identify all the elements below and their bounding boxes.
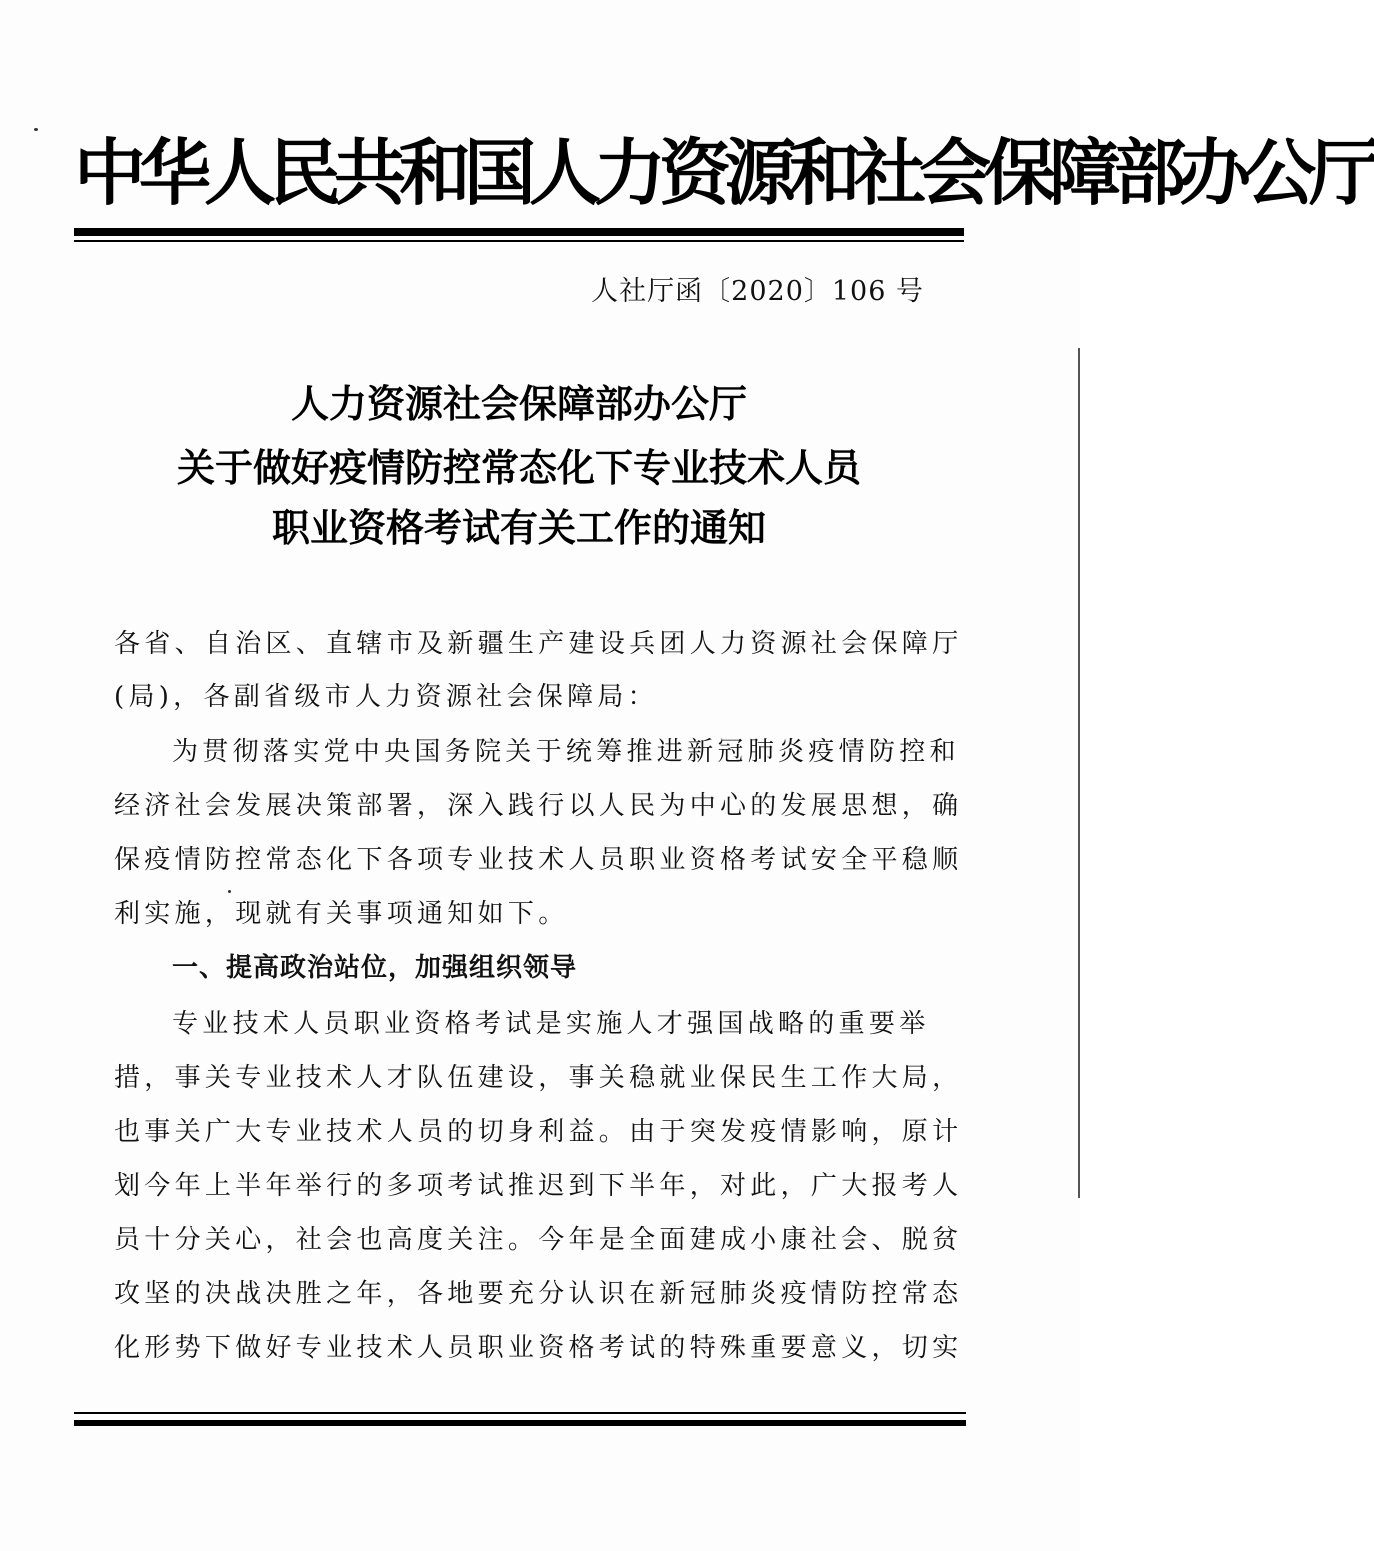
scan-speck xyxy=(34,128,38,131)
scan-speck xyxy=(228,890,231,893)
paragraph-1-line-2: 经济社会发展决策部署，深入践行以人民为中心的发展思想，确 xyxy=(114,791,963,821)
scan-edge-line xyxy=(1078,348,1080,1198)
masthead-title: 中华人民共和国人力资源和社会保障部办公厅 xyxy=(74,130,1374,215)
masthead-thick-rule xyxy=(74,228,964,236)
notice-title-line-3: 职业资格考试有关工作的通知 xyxy=(271,506,766,550)
document-number: 人社厅函〔2020〕106 号 xyxy=(591,276,924,307)
paragraph-2-line-6: 攻坚的决战决胜之年，各地要充分认识在新冠肺炎疫情防控常态 xyxy=(114,1279,963,1309)
paragraph-2-line-7: 化形势下做好专业技术人员职业资格考试的特殊重要意义，切实 xyxy=(114,1333,963,1363)
masthead-thin-rule xyxy=(74,240,964,242)
paragraph-2-line-3: 也事关广大专业技术人员的切身利益。由于突发疫情影响，原计 xyxy=(114,1117,963,1147)
addressee-line-2: (局)，各副省级市人力资源社会保障局： xyxy=(114,682,658,712)
notice-title-line-2: 关于做好疫情防控常态化下专业技术人员 xyxy=(176,446,861,490)
section-1-heading: 一、提高政治站位，加强组织领导 xyxy=(172,953,578,983)
paragraph-2-line-1: 专业技术人员职业资格考试是实施人才强国战略的重要举 xyxy=(172,1009,930,1039)
notice-title-line-1: 人力资源社会保障部办公厅 xyxy=(290,382,747,426)
paragraph-2-line-5: 员十分关心，社会也高度关注。今年是全面建成小康社会、脱贫 xyxy=(114,1225,963,1255)
paragraph-1-line-4: 利实施，现就有关事项通知如下。 xyxy=(114,899,569,929)
footer-thin-rule xyxy=(74,1412,966,1414)
addressee-line-1: 各省、自治区、直辖市及新疆生产建设兵团人力资源社会保障厅 xyxy=(114,629,963,659)
paragraph-1-line-3: 保疫情防控常态化下各项专业技术人员职业资格考试安全平稳顺 xyxy=(114,845,963,875)
footer-thick-rule xyxy=(74,1420,966,1426)
paragraph-1-line-1: 为贯彻落实党中央国务院关于统筹推进新冠肺炎疫情防控和 xyxy=(172,737,960,767)
paragraph-2-line-4: 划今年上半年举行的多项考试推迟到下半年，对此，广大报考人 xyxy=(114,1171,963,1201)
paragraph-2-line-2: 措，事关专业技术人才队伍建设，事关稳就业保民生工作大局， xyxy=(114,1063,963,1093)
